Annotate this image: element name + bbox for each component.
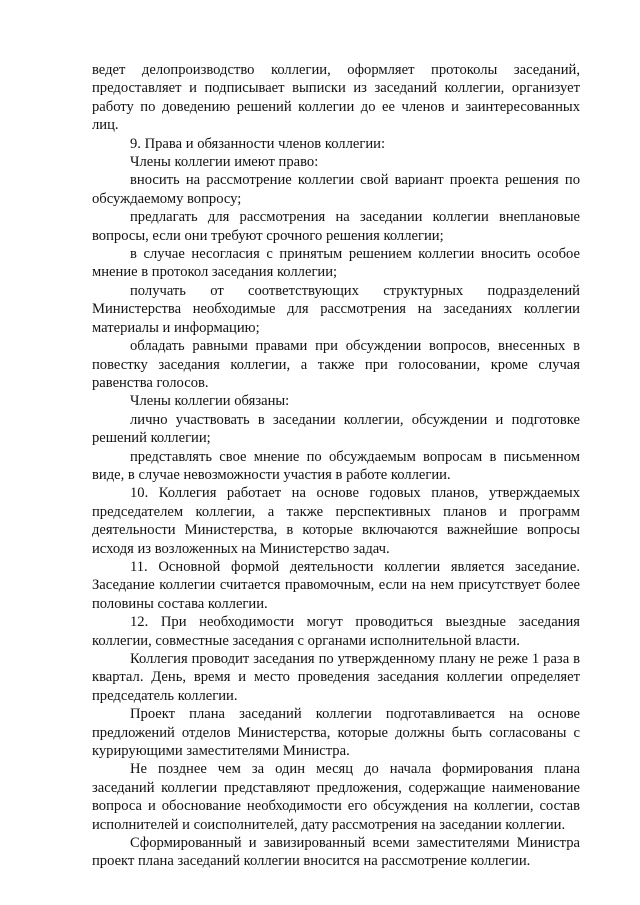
right-item: обладать равными правами при обсуждении вопросов, внесенных в повестку заседания коллегии, а также при голосовании, кроме случая равенства голосов. [92,338,580,391]
section-10-paragraph: 10. Коллегия работает на основе годовых планов, утверждаемых председателем коллегии, а также перспективных планов и программ деятельности Министерства, в которые включаются важнейшие вопросы исходя из возложенных на Министерство задач. [92,485,580,557]
right-item: вносить на рассмотрение коллегии свой вариант проекта решения по обсуждаемому вопросу; [92,172,580,207]
right-item: в случае несогласия с принятым решением коллегии вносить особое мнение в протокол заседания коллегии; [92,246,580,281]
body-paragraph: Сформированный и завизированный всеми заместителями Министра проект плана заседаний коллегии вносится на рассмотрение коллегии. [92,835,580,870]
section-11-paragraph: 11. Основной формой деятельности коллегии является заседание. Заседание коллегии считается правомочным, если на нем присутствует более половины состава коллегии. [92,558,580,612]
body-paragraph: Проект плана заседаний коллегии подготавливается на основе предложений отделов Министерства, которые должны быть согласованы с курирующими заместителями Министра. [92,706,580,760]
duty-item: представлять свое мнение по обсуждаемым вопросам в письменном виде, в случае невозможности участия в работе коллегии. [92,448,580,483]
duty-item: лично участвовать в заседании коллегии, обсуждении и подготовке решений коллегии; [92,411,580,447]
section-12-paragraph: 12. При необходимости могут проводиться выездные заседания коллегии, совместные заседания с органами исполнительной власти. [92,614,580,649]
rights-heading: Члены коллегии имеют право: [130,154,319,171]
duties-heading: Члены коллегии обязаны: [130,393,290,410]
section-9-heading: 9. Права и обязанности членов коллегии: [130,135,385,152]
paragraph-continuation: ведет делопроизводство коллегии, оформляет протоколы заседаний, предоставляет и подписывает выписки из заседаний коллегии, организует работу по доведению решений коллегии до ее членов и заинтересованных лиц. [92,62,580,134]
right-item: предлагать для рассмотрения на заседании коллегии внеплановые вопросы, если они требуют срочного решения коллегии; [92,209,580,244]
body-paragraph: Коллегия проводит заседания по утвержденному плану не реже 1 раза в квартал. День, время и место проведения заседания коллегии определяет председатель коллегии. [92,651,580,704]
body-paragraph: Не позднее чем за один месяц до начала формирования плана заседаний коллегии представляют предложения, содержащие наименование вопроса и обоснование необходимости его обсуждения на коллегии, состав исполнителей и соисполнителей, дату рассмотрения на заседании коллегии. [92,761,580,833]
right-item: получать от соответствующих структурных подразделений Министерства необходимые для рассмотрения на заседаниях коллегии материалы и информацию; [92,282,580,336]
document-page [92,61,580,871]
